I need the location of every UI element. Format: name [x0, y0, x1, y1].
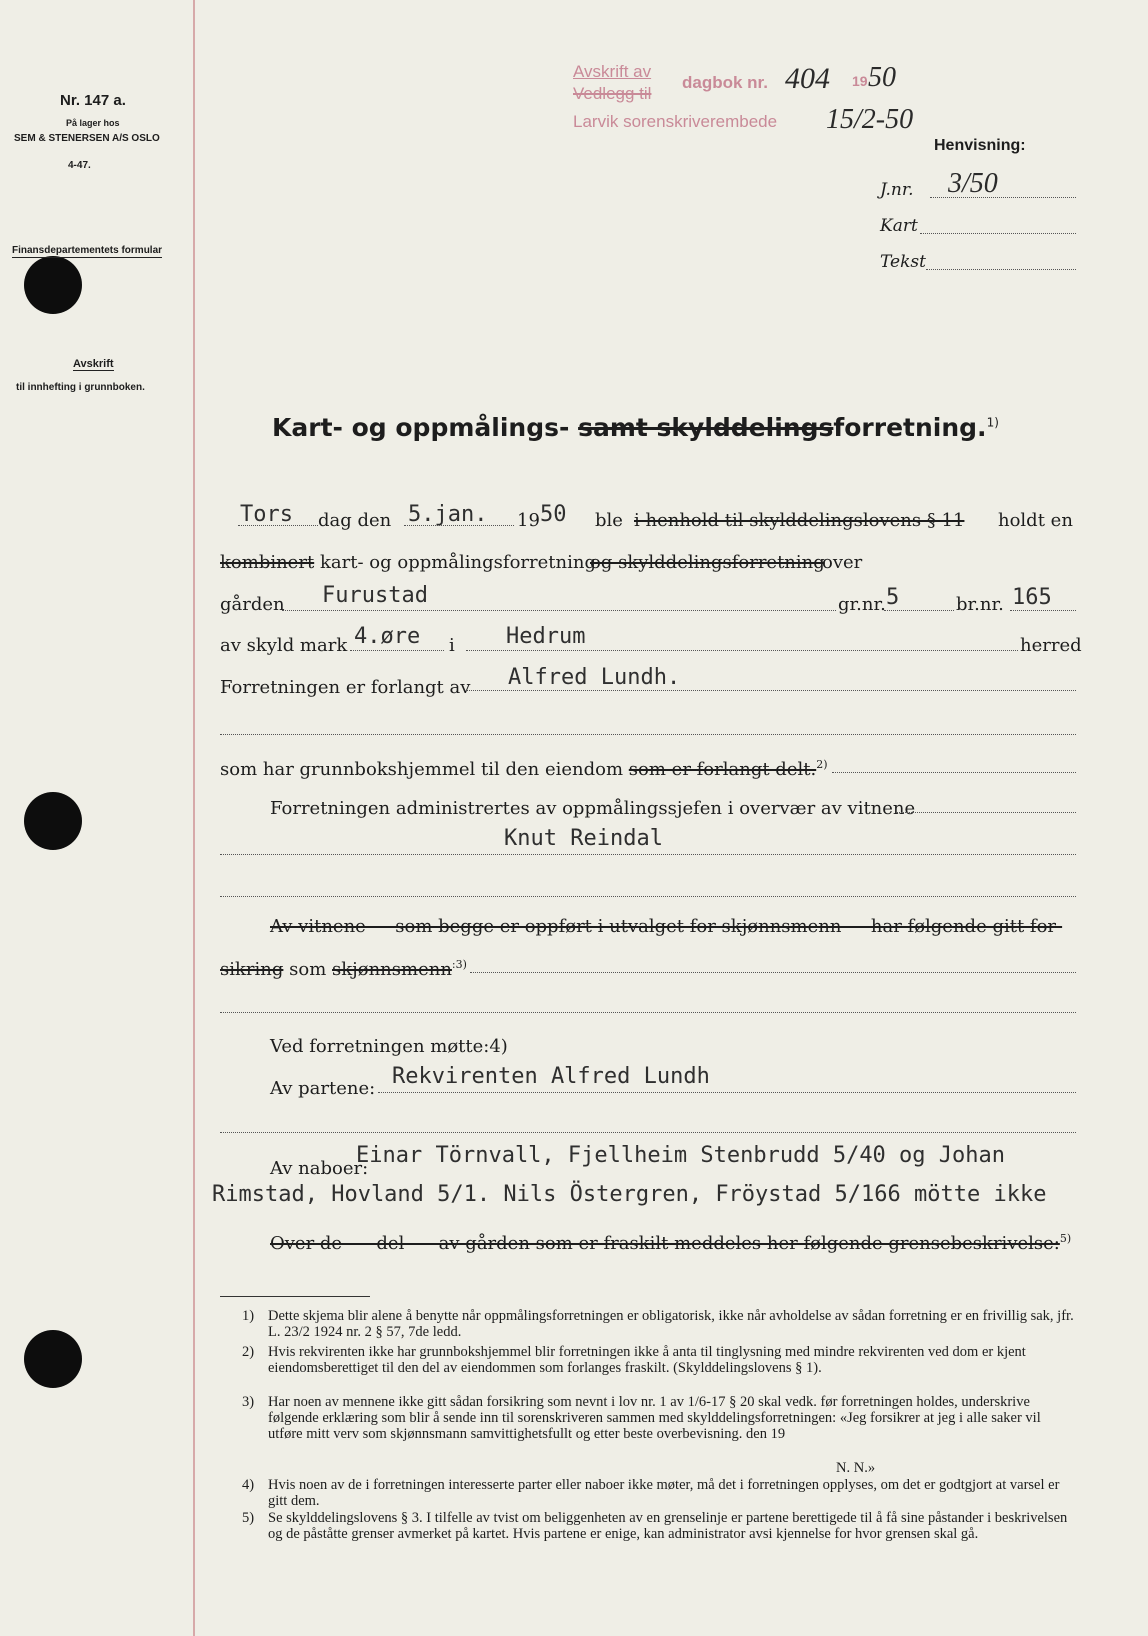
date-value: 5.jan.: [408, 502, 488, 527]
struck-kombinert: kombinert: [220, 552, 315, 573]
over-label: over: [822, 552, 863, 573]
date-line: [404, 525, 514, 526]
kart-line: [920, 233, 1076, 234]
garden-value: Furustad: [322, 583, 428, 608]
kart-og-label: kart- og oppmålingsforretning: [320, 552, 596, 573]
grunnbok-line: [832, 772, 1076, 773]
struck-law: i henhold til skylddelingslovens § 11: [634, 510, 965, 531]
garden-label: gården: [220, 594, 285, 615]
brnr-value: 165: [1012, 585, 1052, 610]
footnote-3-signature: N. N.»: [836, 1460, 876, 1476]
kart-label: Kart: [880, 216, 918, 236]
i-label: i: [449, 635, 455, 656]
copy-note: til innhefting i grunnboken.: [16, 382, 145, 393]
herred-line: [466, 650, 1018, 651]
blank-line: [220, 734, 1076, 735]
ble-label: ble: [595, 510, 623, 531]
grnr-value: 5: [886, 585, 900, 610]
grunnbok-text: som har grunnbokshjemmel til den eiendom som er forlangt delt.$^{2)}$: [220, 758, 828, 780]
vitner-line: [470, 972, 1076, 973]
struck-skyld: og skylddelingsforretning: [590, 552, 825, 573]
vitne-value: Knut Reindal: [504, 826, 663, 851]
margin-rule: [193, 0, 195, 1636]
stamp-dagbok: dagbok nr.: [682, 73, 768, 92]
blank-line-2: [220, 1012, 1076, 1013]
publisher-line2: SEM & STENERSEN A/S OSLO: [14, 133, 160, 144]
publisher-line1: På lager hos: [66, 118, 120, 128]
jnr-label: J.nr.: [880, 180, 914, 200]
stamp-office: Larvik sorenskriverembede: [573, 112, 778, 131]
page-title: Kart- og oppmålings- samt skylddelingsforretning.$^{1)}$: [272, 413, 999, 442]
dagbok-number: 404: [785, 62, 830, 95]
footnote-3: 3) Har noen av mennene ikke gitt sådan forsikring som nevnt i lov nr. 1 av 1/6-17 § 20 skal vedk. før forretningen holdes, underskrive følgende erklæring som blir å sende inn til sorenskriveren sammen med skylddelingsforretningen: «Jeg forsikrer at jeg i alle saker vil utføre mitt verv som skjønnsmann samvittighetsfullt og etter beste overbevisning. den 19: [242, 1394, 1041, 1442]
stamp-year: 50: [868, 62, 896, 93]
ministry-label: Finansdepartementets formular: [12, 245, 163, 256]
garden-line: [282, 610, 836, 611]
brnr-label: br.nr.: [956, 594, 1004, 615]
blank-line-3: [220, 1132, 1076, 1133]
year-value: 50: [540, 502, 567, 527]
form-number: Nr. 147 a.: [60, 92, 126, 109]
forlangt-line: [466, 690, 1076, 691]
herred-name: Hedrum: [506, 624, 586, 649]
copy-label: Avskrift: [73, 358, 114, 370]
skyld-label: av skyld mark: [220, 635, 348, 656]
vitner-struck-2: sikring som skjønnsmenn$^{:3)}$: [220, 958, 467, 980]
stamp-avskrift: Avskrift av: [573, 62, 652, 81]
naboer-label: Av naboer:: [270, 1158, 369, 1179]
grnr-line: [884, 610, 954, 611]
dag-den-label: dag den: [318, 510, 392, 531]
administreres-line: [896, 812, 1076, 813]
footnote-4: 4) Hvis noen av de i forretningen interesserte parter eller naboer ikke møter, må det i forretningen opplyses, om det er godtgjort at varsel er gitt dem.: [242, 1477, 1060, 1509]
tekst-label: Tekst: [880, 252, 926, 272]
punch-hole: [24, 792, 82, 850]
weekday-line: [238, 525, 318, 526]
partene-line: [378, 1092, 1076, 1093]
tekst-line: [926, 269, 1076, 270]
reference-heading: Henvisning:: [934, 137, 1026, 154]
skyld-value: 4.øre: [354, 624, 421, 649]
punch-hole: [24, 1330, 82, 1388]
motte-label: Ved forretningen møtte:4): [270, 1036, 508, 1057]
jnr-value: 3/50: [948, 168, 998, 199]
skyld-line: [350, 650, 444, 651]
naboer-line2: Rimstad, Hovland 5/1. Nils Östergren, Fröystad 5/166 mötte ikke: [212, 1182, 1047, 1207]
date-code: 4-47.: [68, 160, 91, 171]
stamp-year-prefix: 19: [852, 73, 868, 89]
stamp-date: 15/2-50: [826, 104, 914, 135]
footnote-2: 2) Hvis rekvirenten ikke har grunnbokshjemmel blir forretningen ikke å anta til tinglysning med mindre rekvirenten ved dom er kjent eiendomsberettiget til den del av eiendommen som forlanges fraskilt. (Skylddelingslovens § 1).: [242, 1344, 1026, 1376]
footnote-rule: [220, 1296, 370, 1297]
grnr-label: gr.nr.: [838, 594, 886, 615]
partene-value: Rekvirenten Alfred Lundh: [392, 1064, 710, 1089]
footnote-1: 1) Dette skjema blir alene å benytte når oppmålingsforretningen er obligatorisk, ikke når avholdelse av sådan forretning er en frivillig sak, jfr. L. 23/2 1924 nr. 2 § 57, 7de ledd.: [242, 1308, 1074, 1340]
stamp-vedlegg: Vedlegg til: [573, 84, 652, 103]
forlangt-value: Alfred Lundh.: [508, 665, 681, 690]
over-de-text: Over de del av gården som er fraskilt meddeles her følgende grensebeskrivelse:$^{5)}$: [270, 1232, 1072, 1254]
naboer-line1: Einar Törnvall, Fjellheim Stenbrudd 5/40 og Johan: [356, 1143, 1006, 1168]
vitne-line-2: [220, 896, 1076, 897]
herred-label: herred: [1020, 635, 1082, 656]
holdt-en-label: holdt en: [998, 510, 1073, 531]
partene-label: Av partene:: [270, 1078, 376, 1099]
punch-hole: [24, 256, 82, 314]
footnote-5: 5) Se skylddelingslovens § 3. I tilfelle av tvist om beliggenheten av en grenselinje er partene berettigede til å få sine påstander i beskrivelsen og de påståtte grenser avmerket på kartet. Hvis partene er enige, kan administrator avsi kjennelse for hvor grensen skal gå.: [242, 1510, 1068, 1542]
brnr-line: [1010, 610, 1076, 611]
weekday: Tors: [240, 502, 293, 527]
vitner-struck-1: Av vitnene — som begge er oppført i utvalget for skjønnsmenn — har følgende gitt for-: [270, 916, 1063, 937]
forlangt-label: Forretningen er forlangt av: [220, 677, 471, 698]
vitne-line: [220, 854, 1076, 855]
administreres-text: Forretningen administrertes av oppmålingssjefen i overvær av vitnene: [270, 798, 916, 819]
year-prefix: 19: [517, 510, 540, 531]
